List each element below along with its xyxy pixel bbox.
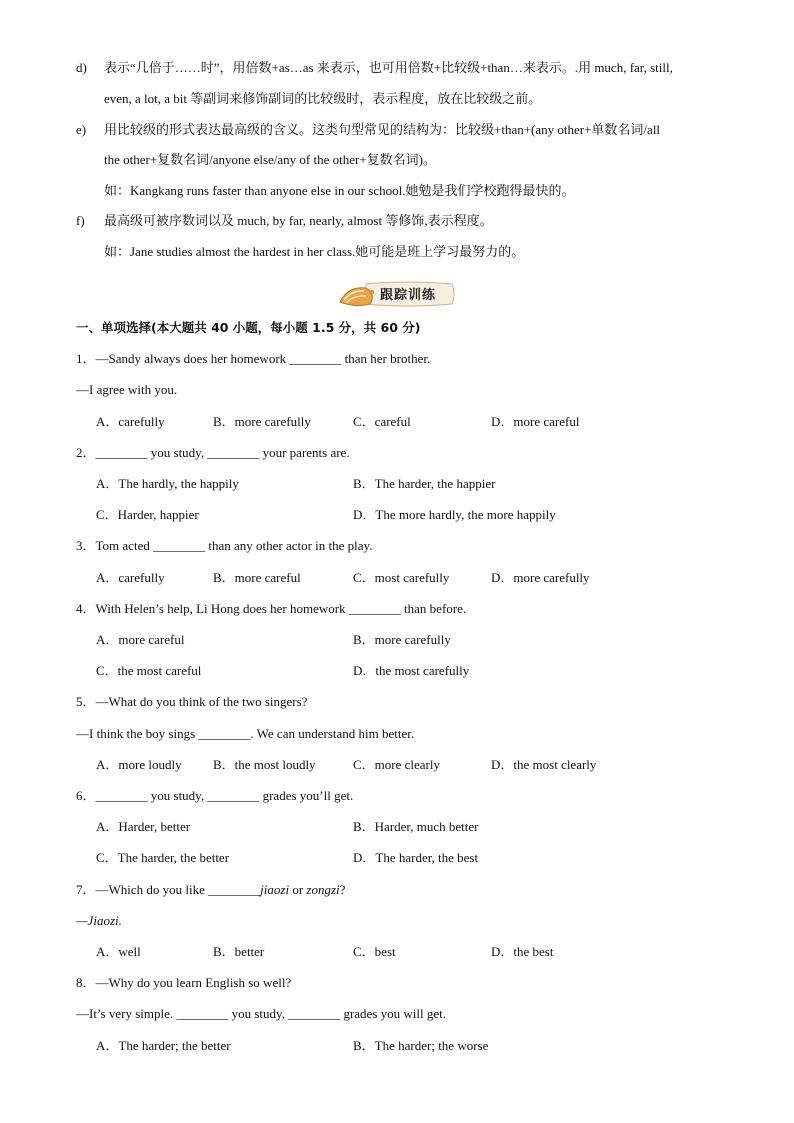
q6-option-d[interactable]: D．The harder, the best bbox=[353, 850, 479, 865]
question-6 bbox=[76, 786, 353, 806]
q5-option-c[interactable]: C．more clearly bbox=[353, 757, 440, 772]
question-stem: With Helen’s help, Li Hong does her homework ________ than before. bbox=[95, 601, 467, 616]
q4-option-c[interactable]: C．the most careful bbox=[96, 663, 202, 678]
section-banner bbox=[336, 278, 458, 310]
q7-option-b[interactable]: B．better bbox=[213, 944, 265, 959]
q5-option-d[interactable]: D．the most clearly bbox=[491, 757, 597, 772]
q2-option-d[interactable]: D．The more hardly, the more happily bbox=[353, 507, 556, 522]
q5-option-a[interactable]: A．more loudly bbox=[96, 757, 182, 772]
q1-option-b[interactable]: B．more carefully bbox=[213, 414, 311, 429]
q6-option-c[interactable]: C．The harder, the better bbox=[96, 850, 230, 865]
question-stem: ________ you study, ________ your parents are. bbox=[95, 445, 350, 460]
note-e-example: 如：Kangkang runs faster than anyone else in our school.她勉是我们学校跑得最快的。 bbox=[104, 183, 575, 198]
q2-option-c[interactable]: C．Harder, happier bbox=[96, 507, 199, 522]
question-stem: —Which do you like ________ bbox=[95, 882, 261, 897]
question-1-reply: —I agree with you. bbox=[76, 382, 178, 397]
banner-title: 跟踪训练 bbox=[380, 288, 437, 303]
note-f-line-1: 最高级可被序数词以及 much, by far, nearly, almost 等修饰,表示程度。 bbox=[104, 213, 493, 228]
note-f-example: 如：Jane studies almost the hardest in her class.她可能是班上学习最努力的。 bbox=[104, 244, 525, 259]
q2-option-b[interactable]: B．The harder, the happier bbox=[353, 476, 496, 491]
q7-option-d[interactable]: D．the best bbox=[491, 944, 554, 959]
question-3 bbox=[76, 536, 372, 556]
question-7 bbox=[76, 880, 345, 900]
question-7-reply: —Jiaozi. bbox=[76, 913, 122, 928]
question-number: 2． bbox=[76, 445, 96, 460]
q8-option-b[interactable]: B．The harder; the worse bbox=[353, 1038, 489, 1053]
q3-option-b[interactable]: B．more careful bbox=[213, 570, 301, 585]
q7-option-a[interactable]: A．well bbox=[96, 944, 141, 959]
q6-option-a[interactable]: A．Harder, better bbox=[96, 819, 191, 834]
q3-option-d[interactable]: D．more carefully bbox=[491, 570, 590, 585]
question-number: 1． bbox=[76, 351, 96, 366]
question-stem: —Sandy always does her homework ________ than her brother. bbox=[95, 351, 431, 366]
q2-option-a[interactable]: A．The hardly, the happily bbox=[96, 476, 239, 491]
question-4 bbox=[76, 599, 466, 619]
question-stem-italic-2: zongzi bbox=[306, 882, 340, 897]
question-number: 8． bbox=[76, 975, 96, 990]
q1-option-a[interactable]: A．carefully bbox=[96, 414, 165, 429]
q3-option-c[interactable]: C．most carefully bbox=[353, 570, 450, 585]
question-number: 4． bbox=[76, 601, 96, 616]
note-f-label: f) bbox=[76, 213, 85, 228]
question-number: 6． bbox=[76, 788, 96, 803]
note-d-line-1: 表示“几倍于……时”，用倍数+as…as 来表示，也可用倍数+比较级+than…来表示。.用 much, far, still, bbox=[104, 60, 673, 75]
q1-option-c[interactable]: C．careful bbox=[353, 414, 411, 429]
question-number: 7． bbox=[76, 882, 96, 897]
question-number: 5． bbox=[76, 694, 96, 709]
question-5 bbox=[76, 692, 307, 712]
question-stem: —What do you think of the two singers? bbox=[95, 694, 308, 709]
question-1 bbox=[76, 349, 430, 369]
q5-option-b[interactable]: B．the most loudly bbox=[213, 757, 316, 772]
q4-option-b[interactable]: B．more carefully bbox=[353, 632, 451, 647]
section-title: 一、单项选择(本大题共 40 小题，每小题 1.5 分，共 60 分) bbox=[76, 320, 421, 335]
note-d-label: d) bbox=[76, 60, 87, 75]
q1-option-d[interactable]: D．more careful bbox=[491, 414, 580, 429]
q3-option-a[interactable]: A．carefully bbox=[96, 570, 165, 585]
q7-option-c[interactable]: C．best bbox=[353, 944, 396, 959]
question-stem-joiner: or bbox=[289, 882, 307, 897]
note-e-label: e) bbox=[76, 122, 87, 137]
question-stem: —Why do you learn English so well? bbox=[95, 975, 292, 990]
question-stem: ________ you study, ________ grades you’ll get. bbox=[95, 788, 354, 803]
question-stem: Tom acted ________ than any other actor in the play. bbox=[95, 538, 373, 553]
question-5-reply: —I think the boy sings ________. We can understand him better. bbox=[76, 726, 415, 741]
q4-option-d[interactable]: D．the most carefully bbox=[353, 663, 470, 678]
q4-option-a[interactable]: A．more careful bbox=[96, 632, 185, 647]
question-stem-end: ? bbox=[339, 882, 346, 897]
question-8-reply: —It’s very simple. ________ you study, ________ grades you will get. bbox=[76, 1006, 446, 1021]
question-stem-italic-1: jiaozi bbox=[260, 882, 290, 897]
q8-option-a[interactable]: A．The harder; the better bbox=[96, 1038, 231, 1053]
note-e-line-1: 用比较级的形式表达最高级的含义。这类句型常见的结构为：比较级+than+(any other+单数名词/all bbox=[104, 122, 661, 137]
question-2 bbox=[76, 443, 350, 463]
note-e-line-2: the other+复数名词/anyone else/any of the other+复数名词)。 bbox=[104, 152, 437, 167]
q6-option-b[interactable]: B．Harder, much better bbox=[353, 819, 479, 834]
question-8 bbox=[76, 973, 291, 993]
note-d-line-2: even, a lot, a bit 等副词来修饰副词的比较级时，表示程度，放在比较级之前。 bbox=[104, 91, 542, 106]
question-number: 3． bbox=[76, 538, 96, 553]
